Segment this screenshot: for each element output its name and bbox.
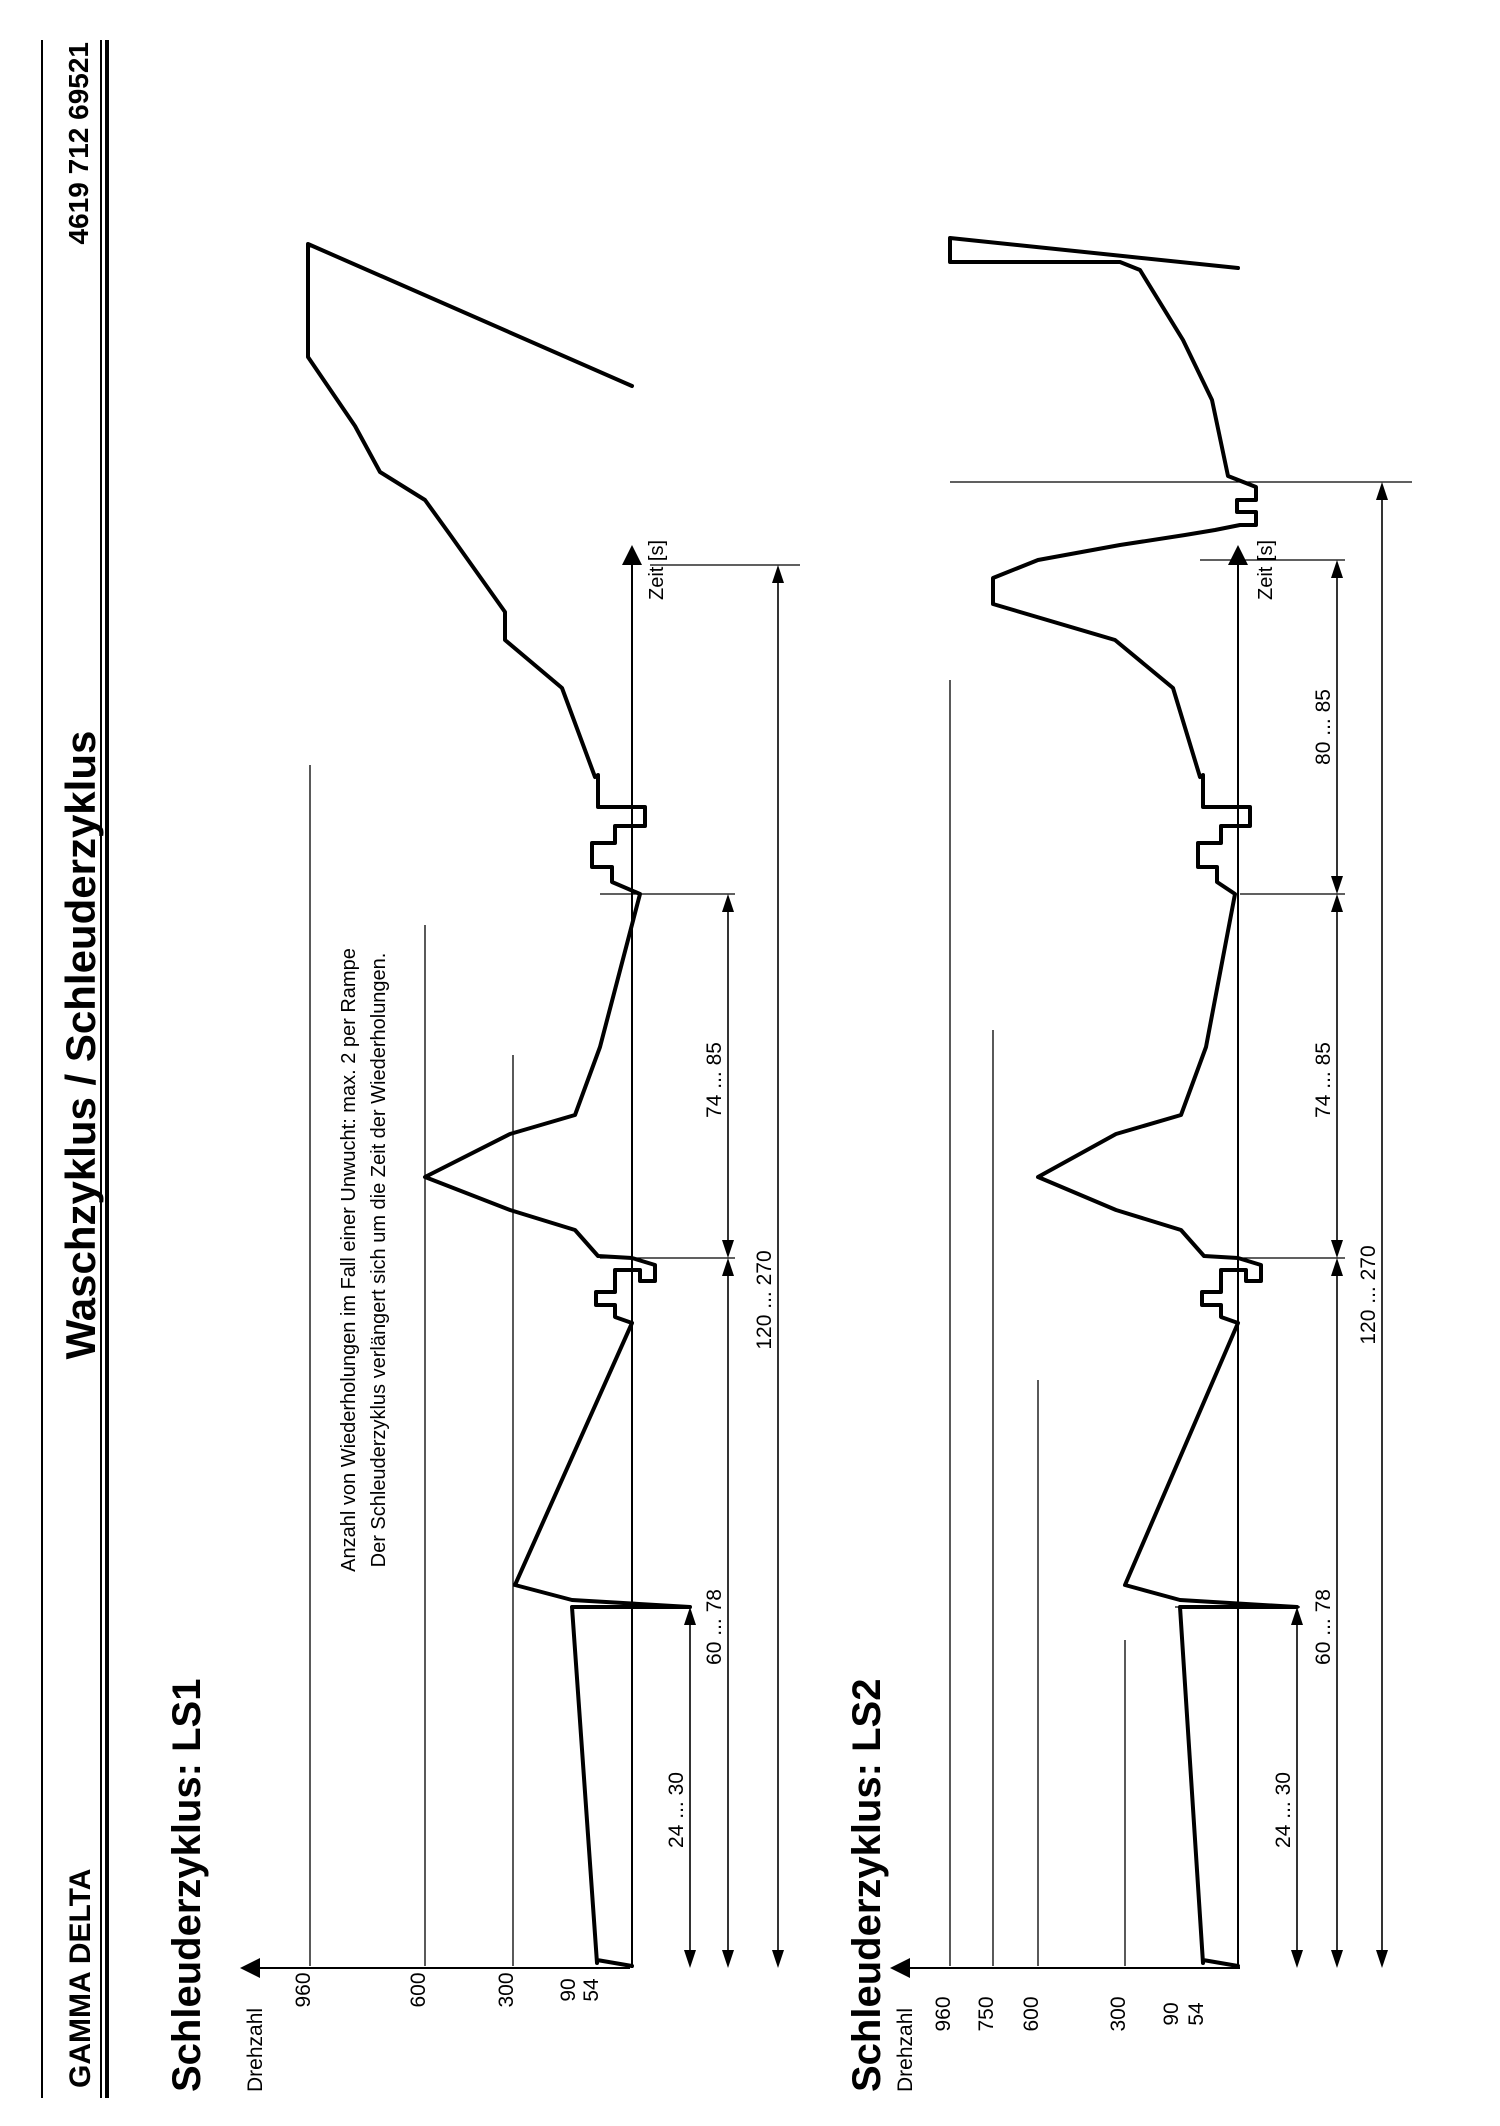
ls2-tick-54: 54 — [1185, 2002, 1208, 2026]
ls2-dim-120-270 — [1376, 482, 1388, 1968]
ls1-y-axis-label: Drehzahl — [244, 2007, 267, 2092]
ls1-dim-label-1: 24 ... 30 — [665, 1772, 688, 1848]
ls1-tick-960: 960 — [292, 1972, 315, 2008]
ls1-time-axis-arrow — [622, 545, 642, 565]
ls2-dim-label-2: 60 ... 78 — [1312, 1589, 1335, 1665]
ls2-tick-960: 960 — [932, 1996, 955, 2032]
ls1-note-line1: Anzahl von Wiederholungen im Fall einer Unwucht: max. 2 per Rampe — [338, 948, 360, 1572]
ls2-tick-750: 750 — [975, 1996, 998, 2032]
ls1-x-axis-label: Zeit [s] — [646, 539, 668, 601]
ls1-tick-54: 54 — [580, 1978, 603, 2002]
ls2-speed-axis-arrow — [890, 1958, 910, 1978]
ls2-dim-label-1: 24 ... 30 — [1272, 1772, 1295, 1848]
ls1-dim-label-2: 60 ... 78 — [703, 1589, 726, 1665]
ls1-speed-axis-arrow — [240, 1958, 260, 1978]
ls2-speed-profile — [950, 238, 1297, 1966]
ls2-diagram — [845, 238, 1412, 2092]
ls1-tick-90: 90 — [557, 1978, 580, 2002]
ls2-dim-label-4: 80 ... 85 — [1312, 689, 1335, 765]
ls2-title: Schleuderzyklus: LS2 — [845, 1678, 889, 2092]
document-number: 4619 712 69521 — [63, 42, 94, 245]
ls1-note-line2: Der Schleuderzyklus verlängert sich um die Zeit der Wiederholungen. — [368, 952, 390, 1568]
ls2-time-axis-arrow — [1228, 545, 1248, 565]
ls1-diagram — [165, 244, 800, 2092]
ls1-tick-600: 600 — [407, 1972, 430, 2008]
ls2-tick-600: 600 — [1020, 1996, 1043, 2032]
ls2-dim-label-3: 74 ... 85 — [1312, 1042, 1335, 1118]
ls1-dim-label-3: 74 ... 85 — [703, 1042, 726, 1118]
page-title: Waschzyklus / Schleuderzyklus — [57, 730, 104, 1360]
ls2-tick-300: 300 — [1107, 1996, 1130, 2032]
ls2-y-axis-label: Drehzahl — [894, 2007, 917, 2092]
ls2-dim-label-5: 120 ... 270 — [1357, 1245, 1380, 1345]
manufacturer-label: GAMMA DELTA — [64, 1868, 97, 2088]
ls2-tick-90: 90 — [1160, 2002, 1183, 2026]
ls1-title: Schleuderzyklus: LS1 — [165, 1678, 209, 2092]
ls1-tick-300: 300 — [495, 1972, 518, 2008]
ls2-x-axis-label: Zeit [s] — [1255, 539, 1277, 601]
ls1-dim-label-4: 120 ... 270 — [753, 1250, 776, 1350]
